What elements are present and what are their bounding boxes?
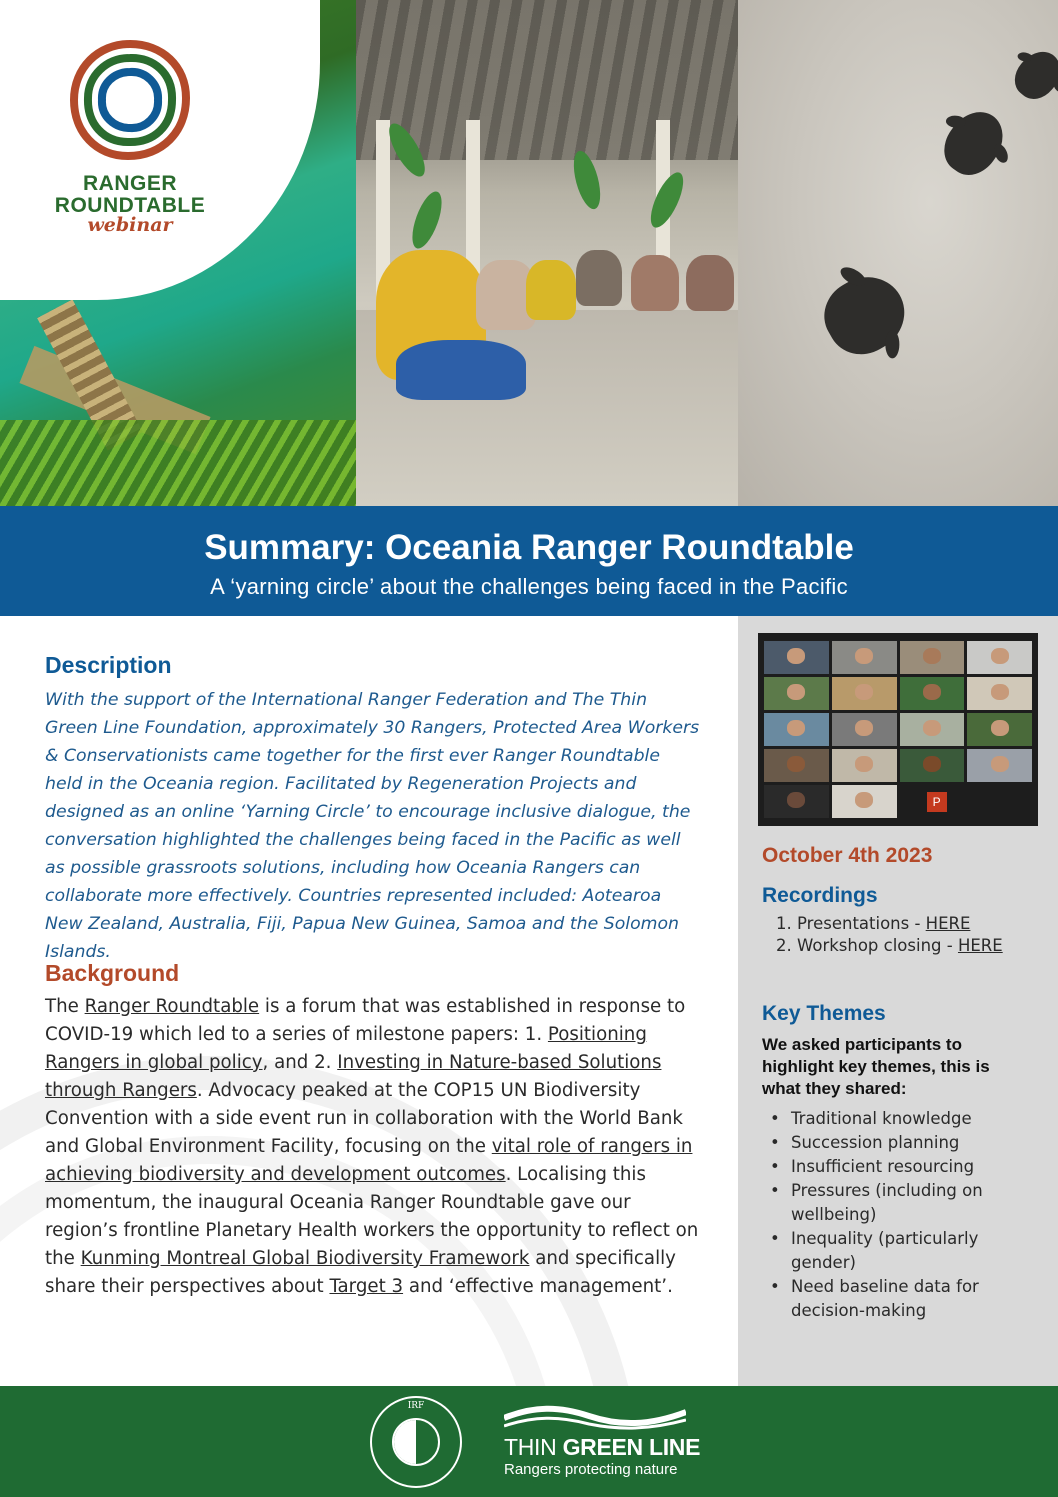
irf-logo-text: IRF (407, 1401, 425, 1411)
background-text-part: . Advocacy peaked at the COP15 UN Biodiversity Convention with a side event run in collaboration with the World Bank and Global Environment Facility, focusing on the (45, 1080, 683, 1157)
workshop-closing-recording-link[interactable]: HERE (957, 936, 1003, 955)
presenter-badge: P (927, 792, 947, 812)
tgl-name-light: THIN (504, 1434, 563, 1460)
title-banner (0, 506, 1058, 616)
thin-green-line-logo-text (504, 1434, 700, 1461)
background-text-part: , and 2. (262, 1052, 338, 1073)
sidebar (738, 616, 1058, 1386)
positioning-rangers-link[interactable]: Positioning Rangers in global policy (45, 1024, 647, 1073)
background-heading: Background (45, 960, 180, 986)
thin-green-line-tagline: Rangers protecting nature (504, 1461, 678, 1478)
theme-item: • Traditional knowledge (766, 1107, 1016, 1131)
theme-item: • Insufficient resourcing (766, 1155, 1016, 1179)
recordings-heading: Recordings (762, 884, 878, 907)
target-3-link[interactable]: Target 3 (329, 1276, 404, 1297)
theme-item: • Pressures (including on wellbeing) (766, 1179, 1016, 1227)
background-text-part: is a forum that was established in response to COVID-19 which led to a series of milestone papers: 1. (45, 996, 686, 1045)
yin-yang-icon (392, 1418, 440, 1466)
vital-role-link[interactable]: vital role of rangers in achieving biodiversity and development outcomes (45, 1136, 693, 1185)
recording-label: Workshop closing - (797, 936, 958, 955)
thin-green-line-wave-icon (504, 1404, 686, 1430)
main-content (0, 616, 738, 1386)
theme-item: • Succession planning (766, 1131, 1016, 1155)
recording-number: 1. (776, 914, 792, 933)
theme-item: • Need baseline data for decision-making (766, 1275, 1016, 1323)
recording-item (762, 935, 1052, 957)
key-themes-list (766, 1107, 1016, 1323)
description-text: With the support of the International Ranger Federation and The Thin Green Line Foundation, approximately 30 Rangers, Protected Area Workers & Conservationists came together for the first ever Ranger Roundtable held in the Oceania region. Facilitated by Regeneration Projects and designed as an online ‘Yarning Circle’ to encourage inclusive dialogue, the conversation highlighted the challenges being faced in the Pacific as well as possible grassroots solutions, including how Oceania Rangers can collaborate more effectively. Countries represented included: Aotearoa New Zealand, Australia, Fiji, Papua New Guinea, Samoa and the Solomon Islands. (45, 690, 700, 962)
zoom-presenter-tile (900, 785, 965, 818)
background-text-part: The (45, 996, 85, 1017)
irf-logo-icon (370, 1396, 462, 1488)
recording-label: Presentations - (797, 914, 926, 933)
yarning-circle-photo (356, 0, 738, 506)
zoom-call-screenshot (758, 633, 1038, 826)
hero-photo-strip (0, 0, 1058, 506)
key-themes-intro: We asked participants to highlight key themes, this is what they shared: (762, 1035, 990, 1098)
investing-nbs-link[interactable]: Investing in Nature-based Solutions through Rangers (45, 1052, 662, 1101)
key-themes-heading: Key Themes (762, 1002, 886, 1025)
page-subtitle: A ‘yarning circle’ about the challenges being faced in the Pacific (210, 574, 848, 599)
presentations-recording-link[interactable]: HERE (925, 914, 971, 933)
theme-item: • Inequality (particularly gender) (766, 1227, 1016, 1275)
page-title: Summary: Oceania Ranger Roundtable (204, 528, 854, 567)
recordings-list (762, 913, 1052, 957)
logo-text-ranger: RANGER (82, 172, 177, 195)
background-text (45, 993, 705, 1301)
logo-text-webinar: webinar (87, 214, 173, 236)
recording-item (762, 913, 1052, 935)
kunming-montreal-link[interactable]: Kunming Montreal Global Biodiversity Framework (80, 1248, 530, 1269)
background-text-part: and specifically share their perspectives about (45, 1248, 676, 1297)
recording-number: 2. (776, 936, 792, 955)
tgl-name-bold: GREEN LINE (562, 1434, 701, 1460)
ranger-roundtable-logo-icon (70, 40, 190, 160)
description-heading: Description (45, 652, 172, 678)
ranger-roundtable-link[interactable]: Ranger Roundtable (84, 996, 260, 1017)
event-date: October 4th 2023 (762, 844, 933, 867)
footer (0, 1386, 1058, 1497)
logo-text-roundtable: ROUNDTABLE (54, 194, 206, 217)
background-text-part: and ‘effective management’. (403, 1276, 673, 1297)
turtle-hatchlings-photo (738, 0, 1058, 506)
background-text-part: . Localising this momentum, the inaugural Oceania Ranger Roundtable gave our region’s frontline Planetary Health workers the opportunity to reflect on the (45, 1164, 699, 1269)
